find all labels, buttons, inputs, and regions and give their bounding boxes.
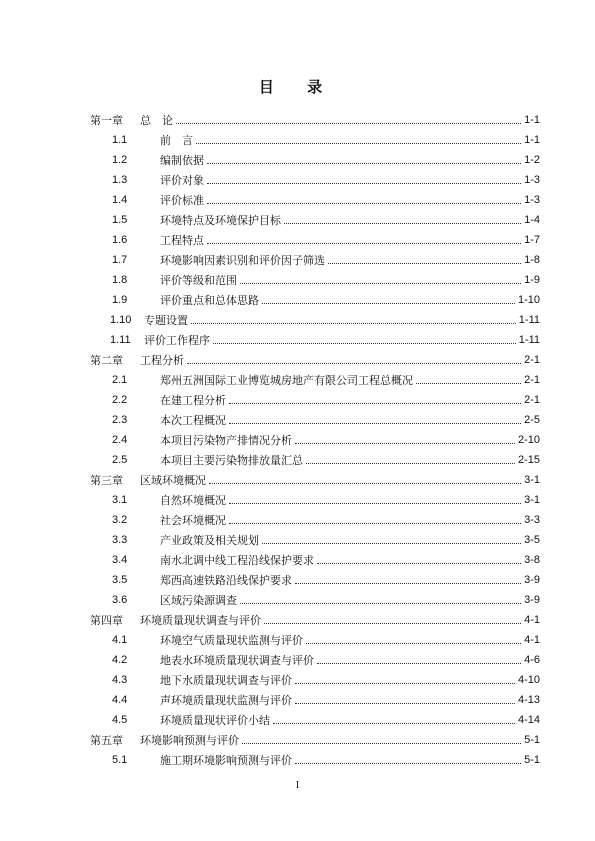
- toc-section-row[interactable]: [90, 447, 540, 467]
- dot-leader: [213, 343, 516, 344]
- toc-section-row[interactable]: [90, 247, 540, 267]
- toc-entry-label: 环境质量现状评价小结: [160, 714, 270, 727]
- toc-section-row[interactable]: [90, 327, 540, 347]
- toc-entry-page: 3-5: [524, 534, 540, 546]
- toc-entry-page: 1-3: [524, 174, 540, 186]
- toc-entry-label: 环境影响预测与评价: [140, 734, 239, 747]
- toc-entry-page: 1-11: [518, 334, 540, 346]
- toc-section-row[interactable]: [90, 547, 540, 567]
- toc-entry-label: 评价对象: [160, 174, 204, 187]
- toc-entry-number: 1.10: [110, 314, 132, 326]
- toc-entry-page: 3-1: [524, 474, 540, 486]
- toc-entry-number: 第三章: [90, 474, 123, 487]
- dot-leader: [229, 523, 521, 524]
- toc-entry-label: 本项目污染物产排情况分析: [160, 434, 292, 447]
- toc-entry-label: 环境空气质量现状监测与评价: [160, 634, 303, 647]
- toc-entry-number: 第四章: [90, 614, 123, 627]
- dot-leader: [264, 623, 521, 624]
- toc-entry-number: 3.1: [112, 494, 128, 506]
- toc-entry-page: 1-4: [524, 214, 540, 226]
- dot-leader: [187, 363, 521, 364]
- dot-leader: [176, 123, 521, 124]
- toc-entry-label: 声环境质量现状监测与评价: [160, 694, 292, 707]
- toc-chapter-row[interactable]: [90, 727, 540, 747]
- toc-entry-label: 自然环境概况: [160, 494, 226, 507]
- dot-leader: [295, 683, 515, 684]
- toc-entry-page: 1-9: [524, 274, 540, 286]
- toc-entry-page: 4-10: [517, 674, 540, 686]
- toc-entry-label: 在建工程分析: [160, 394, 226, 407]
- toc-section-row[interactable]: [90, 307, 540, 327]
- toc-entry-number: 1.11: [110, 334, 131, 346]
- toc-entry-page: 5-1: [524, 754, 540, 766]
- toc-entry-label: 环境质量现状调查与评价: [140, 614, 261, 627]
- toc-section-row[interactable]: [90, 267, 540, 287]
- toc-entry-number: 3.5: [112, 574, 128, 586]
- dot-leader: [295, 583, 521, 584]
- dot-leader: [229, 503, 521, 504]
- toc-entry-label: 施工期环境影响预测与评价: [160, 754, 292, 767]
- dot-leader: [306, 643, 521, 644]
- toc-entry-number: 3.3: [112, 534, 128, 546]
- toc-entry-label: 评价等级和范围: [160, 274, 237, 287]
- toc-entry-label: 本项目主要污染物排放量汇总: [160, 454, 303, 467]
- toc-entry-label: 产业政策及相关规划: [160, 534, 259, 547]
- toc-entry-number: 2.4: [112, 434, 128, 446]
- dot-leader: [284, 223, 521, 224]
- toc-entry-label: 编制依据: [160, 154, 204, 167]
- toc-entry-label: 前 言: [160, 134, 193, 147]
- toc-entry-page: 1-11: [518, 314, 540, 326]
- toc-entry-page: 3-3: [524, 514, 540, 526]
- toc-entry-number: 3.4: [112, 554, 128, 566]
- dot-leader: [240, 283, 521, 284]
- dot-leader: [328, 263, 521, 264]
- toc-entry-page: 1-8: [524, 254, 540, 266]
- toc-entry-page: 2-1: [524, 374, 540, 386]
- toc-entry-number: 5.1: [112, 754, 128, 766]
- toc-entry-label: 郑西高速铁路沿线保护要求: [160, 574, 292, 587]
- toc-section-row[interactable]: [90, 367, 540, 387]
- toc-section-row[interactable]: [90, 647, 540, 667]
- toc-entry-label: 环境特点及环境保护目标: [160, 214, 281, 227]
- toc-entry-label: 评价重点和总体思路: [160, 294, 259, 307]
- toc-section-row[interactable]: [90, 207, 540, 227]
- toc-entry-number: 1.6: [112, 234, 128, 246]
- toc-entry-number: 1.7: [112, 254, 128, 266]
- dot-leader: [416, 383, 521, 384]
- toc-entry-number: 1.4: [112, 194, 128, 206]
- toc-entry-label: 社会环境概况: [160, 514, 226, 527]
- table-of-contents: [90, 107, 540, 767]
- toc-entry-number: 1.1: [112, 134, 128, 146]
- toc-entry-page: 1-1: [524, 114, 540, 126]
- toc-entry-number: 2.1: [112, 374, 128, 386]
- dot-leader: [306, 463, 515, 464]
- toc-entry-page: 4-6: [524, 654, 540, 666]
- toc-section-row[interactable]: [90, 147, 540, 167]
- toc-section-row[interactable]: [90, 627, 540, 647]
- toc-entry-label: 工程特点: [160, 234, 204, 247]
- toc-entry-label: 总 论: [140, 114, 173, 127]
- toc-chapter-row[interactable]: [90, 107, 540, 127]
- dot-leader: [191, 323, 516, 324]
- dot-leader: [207, 243, 521, 244]
- toc-entry-page: 2-5: [524, 414, 540, 426]
- toc-entry-number: 2.3: [112, 414, 128, 426]
- toc-section-row[interactable]: [90, 187, 540, 207]
- toc-entry-page: 4-13: [517, 694, 540, 706]
- dot-leader: [262, 543, 521, 544]
- toc-section-row[interactable]: [90, 487, 540, 507]
- toc-section-row[interactable]: [90, 587, 540, 607]
- toc-entry-number: 第一章: [90, 114, 123, 127]
- dot-leader: [262, 303, 515, 304]
- toc-section-row[interactable]: [90, 167, 540, 187]
- toc-entry-label: 地下水质量现状调查与评价: [160, 674, 292, 687]
- toc-section-row[interactable]: [90, 527, 540, 547]
- toc-entry-number: 第二章: [90, 354, 123, 367]
- dot-leader: [295, 703, 515, 704]
- toc-entry-number: 1.3: [112, 174, 128, 186]
- toc-entry-page: 5-1: [524, 734, 540, 746]
- toc-entry-number: 1.8: [112, 274, 128, 286]
- dot-leader: [209, 483, 521, 484]
- toc-section-row[interactable]: [90, 287, 540, 307]
- dot-leader: [229, 403, 521, 404]
- toc-entry-label: 专题设置: [144, 314, 188, 327]
- toc-section-row[interactable]: [90, 507, 540, 527]
- toc-entry-page: 3-9: [524, 574, 540, 586]
- toc-entry-number: 3.6: [112, 594, 128, 606]
- toc-entry-page: 2-1: [524, 354, 540, 366]
- toc-entry-label: 区域污染源调查: [160, 594, 237, 607]
- toc-entry-label: 评价标准: [160, 194, 204, 207]
- toc-chapter-row[interactable]: [90, 467, 540, 487]
- dot-leader: [240, 603, 521, 604]
- toc-entry-number: 4.5: [112, 714, 128, 726]
- toc-entry-page: 3-1: [524, 494, 540, 506]
- toc-entry-number: 2.5: [112, 454, 128, 466]
- dot-leader: [295, 763, 521, 764]
- toc-entry-page: 2-15: [517, 454, 540, 466]
- toc-title: 目 录: [258, 78, 337, 96]
- toc-entry-page: 4-1: [524, 614, 540, 626]
- dot-leader: [317, 663, 521, 664]
- toc-entry-page: 3-9: [524, 594, 540, 606]
- toc-entry-page: 1-10: [517, 294, 540, 306]
- toc-section-row[interactable]: [90, 747, 540, 767]
- dot-leader: [273, 723, 515, 724]
- toc-entry-label: 本次工程概况: [160, 414, 226, 427]
- dot-leader: [295, 443, 515, 444]
- dot-leader: [207, 183, 521, 184]
- toc-entry-page: 2-10: [517, 434, 540, 446]
- toc-chapter-row[interactable]: [90, 607, 540, 627]
- toc-entry-label: 评价工作程序: [144, 334, 210, 347]
- dot-leader: [317, 563, 521, 564]
- toc-entry-label: 南水北调中线工程沿线保护要求: [160, 554, 314, 567]
- toc-entry-number: 4.1: [112, 634, 128, 646]
- toc-section-row[interactable]: [90, 227, 540, 247]
- toc-section-row[interactable]: [90, 427, 540, 447]
- toc-entry-number: 1.2: [112, 154, 128, 166]
- toc-section-row[interactable]: [90, 687, 540, 707]
- dot-leader: [229, 423, 521, 424]
- toc-entry-page: 4-1: [524, 634, 540, 646]
- toc-section-row[interactable]: [90, 707, 540, 727]
- toc-entry-number: 4.2: [112, 654, 128, 666]
- toc-entry-number: 2.2: [112, 394, 128, 406]
- toc-entry-page: 3-8: [524, 554, 540, 566]
- toc-entry-page: 1-7: [524, 234, 540, 246]
- toc-entry-number: 3.2: [112, 514, 128, 526]
- toc-entry-page: 4-14: [517, 714, 540, 726]
- toc-entry-number: 1.9: [112, 294, 128, 306]
- toc-entry-page: 1-2: [524, 154, 540, 166]
- toc-entry-label: 郑州五洲国际工业博览城房地产有限公司工程总概况: [160, 374, 413, 387]
- toc-entry-label: 区域环境概况: [140, 474, 206, 487]
- toc-section-row[interactable]: [90, 387, 540, 407]
- toc-entry-number: 第五章: [90, 734, 123, 747]
- toc-section-row[interactable]: [90, 667, 540, 687]
- dot-leader: [207, 163, 521, 164]
- toc-section-row[interactable]: [90, 567, 540, 587]
- dot-leader: [207, 203, 521, 204]
- dot-leader: [242, 743, 521, 744]
- toc-entry-page: 2-1: [524, 394, 540, 406]
- page-number: I: [295, 780, 300, 791]
- toc-entry-number: 1.5: [112, 214, 128, 226]
- toc-entry-page: 1-3: [524, 194, 540, 206]
- toc-entry-number: 4.4: [112, 694, 128, 706]
- toc-entry-label: 环境影响因素识别和评价因子筛选: [160, 254, 325, 267]
- toc-entry-page: 1-1: [524, 134, 540, 146]
- toc-entry-label: 工程分析: [140, 354, 184, 367]
- toc-entry-number: 4.3: [112, 674, 128, 686]
- dot-leader: [196, 143, 521, 144]
- toc-entry-label: 地表水环境质量现状调查与评价: [160, 654, 314, 667]
- toc-section-row[interactable]: [90, 407, 540, 427]
- toc-section-row[interactable]: [90, 127, 540, 147]
- toc-chapter-row[interactable]: [90, 347, 540, 367]
